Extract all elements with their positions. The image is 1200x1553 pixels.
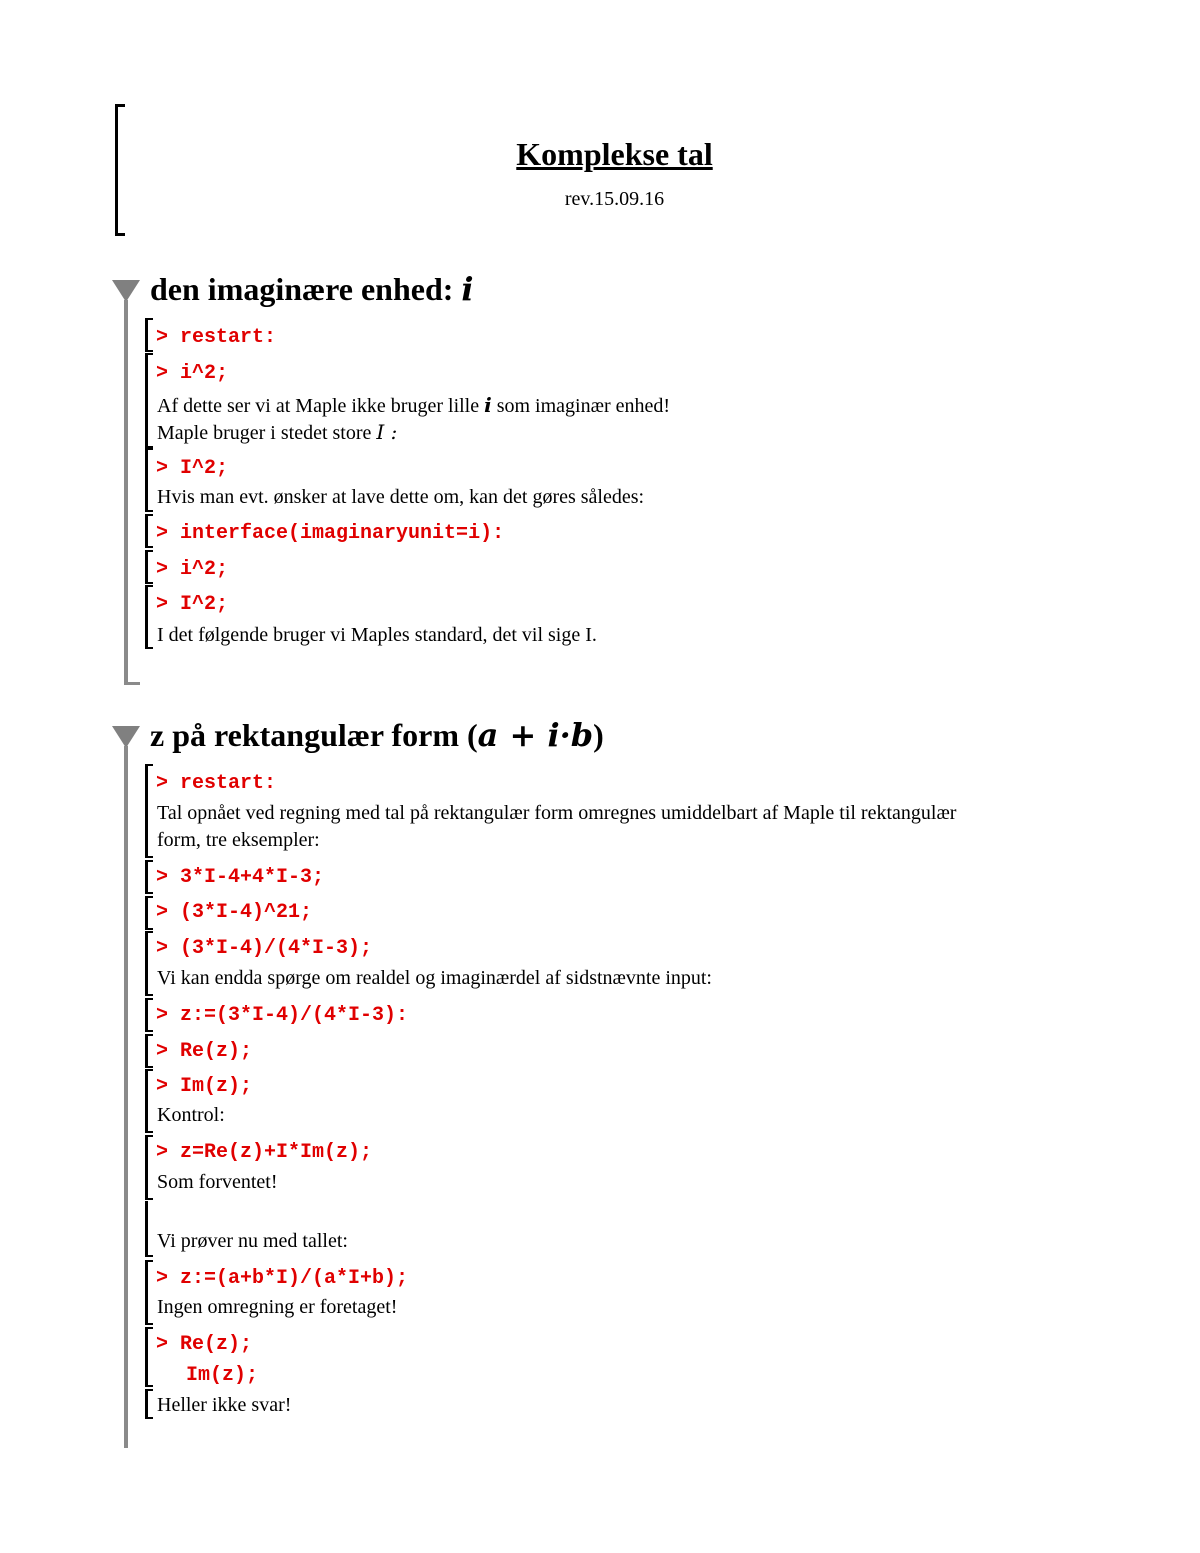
execution-group-bracket[interactable] <box>145 448 153 512</box>
maple-input[interactable]: > restart: <box>156 326 277 349</box>
text-paragraph: Vi kan endda spørge om realdel og imaginærdel af sidstnævnte input: <box>157 967 712 989</box>
section-vertical-line <box>124 300 128 685</box>
text-paragraph: Maple bruger i stedet store I : <box>157 420 398 444</box>
execution-group-bracket[interactable] <box>145 514 153 548</box>
text-paragraph: Af dette ser vi at Maple ikke bruger lille i som imaginær enhed! <box>157 393 671 417</box>
execution-group-bracket[interactable] <box>145 896 153 930</box>
text-paragraph: Som forventet! <box>157 1171 278 1193</box>
document-title: Komplekse tal <box>516 136 713 172</box>
maple-input[interactable]: > restart: <box>156 772 277 795</box>
execution-group-bracket[interactable] <box>145 1389 153 1419</box>
execution-group-bracket[interactable] <box>145 585 153 649</box>
execution-group-bracket[interactable] <box>145 1260 153 1325</box>
maple-input[interactable]: > i^2; <box>156 362 229 385</box>
section-vertical-line <box>124 746 128 1448</box>
section-collapse-triangle-icon[interactable] <box>112 280 140 302</box>
text-paragraph: I det følgende bruger vi Maples standard, det vil sige I. <box>157 624 597 646</box>
maple-input-continuation[interactable]: Im(z); <box>186 1364 259 1387</box>
execution-group-bracket[interactable] <box>145 550 153 584</box>
maple-input[interactable]: > Re(z); <box>156 1333 253 1356</box>
execution-group-bracket[interactable] <box>145 1034 153 1068</box>
maple-input[interactable]: > z:=(3*I-4)/(4*I-3): <box>156 1004 409 1027</box>
execution-group-bracket[interactable] <box>145 764 153 858</box>
document-revision: rev.15.09.16 <box>564 188 665 210</box>
execution-group-bracket[interactable] <box>145 1069 153 1133</box>
execution-group-bracket[interactable] <box>145 1135 153 1200</box>
maple-input[interactable]: > I^2; <box>156 457 229 480</box>
maple-input[interactable]: > 3*I-4+4*I-3; <box>156 866 325 889</box>
maple-input[interactable]: > z=Re(z)+I*Im(z); <box>156 1141 373 1164</box>
execution-group-bracket[interactable] <box>145 353 153 448</box>
maple-input[interactable]: > I^2; <box>156 593 229 616</box>
maple-input[interactable]: > Im(z); <box>156 1075 253 1098</box>
maple-input[interactable]: > i^2; <box>156 558 229 581</box>
maple-input[interactable]: > (3*I-4)^21; <box>156 901 313 924</box>
section-end-tick <box>124 682 140 685</box>
text-paragraph: Heller ikke svar! <box>157 1394 292 1416</box>
text-paragraph: Ingen omregning er foretaget! <box>157 1296 398 1318</box>
section-heading[interactable]: den imaginære enhed: i <box>150 270 474 308</box>
execution-group-bracket[interactable] <box>145 318 153 352</box>
text-paragraph: Hvis man evt. ønsker at lave dette om, kan det gøres således: <box>157 486 645 508</box>
maple-input[interactable]: > z:=(a+b*I)/(a*I+b); <box>156 1267 409 1290</box>
text-paragraph: Vi prøver nu med tallet: <box>157 1230 348 1252</box>
maple-input[interactable]: > (3*I-4)/(4*I-3); <box>156 937 373 960</box>
section-heading[interactable]: z på rektangulær form (a + i·b) <box>150 716 604 754</box>
text-paragraph: form, tre eksempler: <box>157 829 320 851</box>
text-paragraph: Tal opnået ved regning med tal på rektangulær form omregnes umiddelbart af Maple til rektangulær <box>157 802 957 824</box>
execution-group-bracket[interactable] <box>145 860 153 894</box>
maple-input[interactable]: > interface(imaginaryunit=i): <box>156 522 505 545</box>
execution-group-bracket[interactable] <box>145 1327 153 1387</box>
section-collapse-triangle-icon[interactable] <box>112 726 140 748</box>
execution-group-bracket[interactable] <box>145 998 153 1032</box>
execution-group-bracket[interactable] <box>145 931 153 996</box>
maple-input[interactable]: > Re(z); <box>156 1040 253 1063</box>
text-paragraph: Kontrol: <box>157 1104 225 1126</box>
execution-group-bracket[interactable] <box>145 1201 153 1257</box>
